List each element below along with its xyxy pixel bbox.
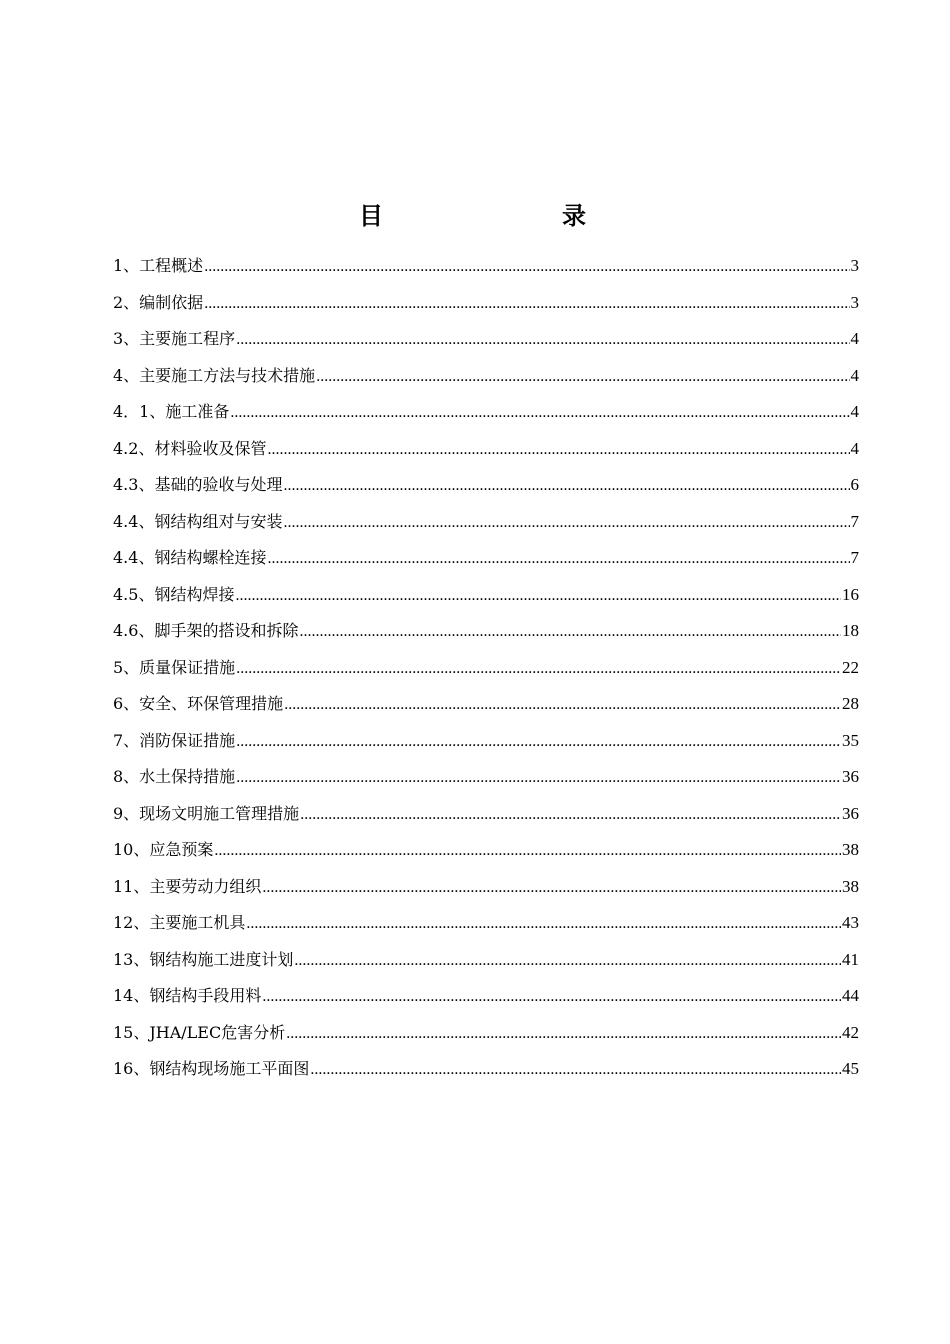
toc-entry[interactable] — [113, 655, 859, 692]
toc-leader-dots — [236, 331, 849, 349]
toc-entry[interactable] — [113, 1056, 859, 1093]
toc-entry-label: 12、主要施工机具 — [113, 913, 246, 932]
toc-entry-page: 22 — [842, 657, 859, 677]
toc-entry-page: 4 — [850, 402, 859, 421]
toc-leader-dots — [283, 477, 849, 495]
toc-entry-page: 6 — [850, 475, 859, 494]
toc-entry-page: 43 — [842, 913, 859, 932]
toc-entry-label: 1、工程概述 — [113, 256, 204, 275]
toc-entry[interactable] — [113, 582, 859, 619]
toc-leader-dots — [310, 1061, 841, 1079]
toc-entry[interactable] — [113, 290, 859, 327]
toc-entry-label: 4.4、钢结构组对与安装 — [113, 511, 283, 531]
toc-entry-page: 3 — [850, 292, 859, 312]
toc-entry-page: 36 — [842, 767, 859, 786]
toc-entry[interactable] — [113, 691, 859, 728]
toc-entry-page: 16 — [842, 584, 859, 604]
toc-leader-dots — [284, 696, 841, 714]
toc-entry[interactable] — [113, 326, 859, 363]
toc-entry[interactable] — [113, 545, 859, 582]
toc-entry-label: 4.4、钢结构螺栓连接 — [113, 548, 267, 567]
toc-title-char-2: 录 — [562, 201, 586, 230]
toc-entry[interactable] — [113, 618, 859, 655]
toc-entry[interactable] — [113, 399, 859, 436]
toc-leader-dots — [230, 404, 849, 422]
toc-entry-label: 5、质量保证措施 — [113, 657, 236, 677]
toc-leader-dots — [286, 1025, 841, 1043]
toc-entry-page: 44 — [842, 986, 859, 1005]
toc-entry-page: 7 — [850, 511, 859, 531]
toc-entry-label: 4、主要施工方法与技术措施 — [113, 365, 316, 385]
toc-entry-page: 35 — [842, 730, 859, 750]
toc-entry-page: 4 — [850, 365, 859, 385]
toc-entry[interactable] — [113, 764, 859, 801]
toc-entry-label: 10、应急预案 — [113, 840, 214, 859]
toc-leader-dots — [267, 550, 849, 568]
toc-title — [0, 200, 950, 232]
toc-entry-page: 42 — [842, 1022, 859, 1042]
toc-leader-dots — [235, 587, 841, 605]
toc-entry[interactable] — [113, 910, 859, 947]
toc-entry[interactable] — [113, 436, 859, 473]
toc-entry-label: 14、钢结构手段用料 — [113, 986, 262, 1005]
toc-entry-page: 3 — [850, 256, 859, 275]
toc-leader-dots — [246, 915, 841, 933]
toc-entry[interactable] — [113, 837, 859, 874]
toc-entry-label: 4.5、钢结构焊接 — [113, 584, 235, 604]
toc-leader-dots — [262, 988, 841, 1006]
toc-entry[interactable] — [113, 363, 859, 400]
toc-entry-label: 9、现场文明施工管理措施 — [113, 803, 300, 823]
toc-leader-dots — [262, 879, 841, 897]
toc-leader-dots — [294, 952, 841, 970]
toc-entry-label: 8、水土保持措施 — [113, 767, 236, 786]
toc-entry-label: 2、编制依据 — [113, 292, 204, 312]
toc-entry-label: 6、安全、环保管理措施 — [113, 694, 284, 713]
toc-entry-label: 15、JHA/LEC危害分析 — [113, 1022, 286, 1042]
toc-entry[interactable] — [113, 472, 859, 509]
toc-entry[interactable] — [113, 874, 859, 911]
toc-leader-dots — [300, 806, 841, 824]
toc-entry-page: 41 — [842, 949, 859, 969]
toc-leader-dots — [283, 514, 849, 532]
toc-entry-label: 4．1、施工准备 — [113, 402, 230, 421]
toc-entry-label: 16、钢结构现场施工平面图 — [113, 1059, 310, 1078]
toc-leader-dots — [236, 660, 841, 678]
toc-leader-dots — [316, 368, 849, 386]
toc-entry-label: 11、主要劳动力组织 — [113, 876, 262, 896]
toc-title-char-1: 目 — [359, 201, 383, 230]
toc-entry-page: 38 — [842, 840, 859, 859]
toc-entry-page: 4 — [850, 438, 859, 458]
toc-entry-label: 4.2、材料验收及保管 — [113, 438, 267, 458]
toc-entry-page: 4 — [850, 329, 859, 348]
toc-entry-page: 38 — [842, 876, 859, 896]
toc-entry[interactable] — [113, 947, 859, 984]
toc-entry[interactable] — [113, 728, 859, 765]
table-of-contents — [113, 253, 859, 1093]
toc-entry-page: 7 — [850, 548, 859, 567]
toc-leader-dots — [236, 733, 841, 751]
toc-leader-dots — [204, 295, 849, 313]
toc-leader-dots — [267, 441, 849, 459]
toc-entry-page: 28 — [842, 694, 859, 713]
toc-entry-label: 4.6、脚手架的搭设和拆除 — [113, 621, 299, 640]
toc-entry[interactable] — [113, 509, 859, 546]
toc-leader-dots — [299, 623, 841, 641]
toc-entry-page: 18 — [842, 621, 859, 640]
toc-entry-page: 45 — [842, 1059, 859, 1078]
toc-leader-dots — [236, 769, 841, 787]
toc-leader-dots — [214, 842, 841, 860]
toc-entry-label: 7、消防保证措施 — [113, 730, 236, 750]
toc-entry-label: 3、主要施工程序 — [113, 329, 236, 348]
toc-entry[interactable] — [113, 1020, 859, 1057]
toc-entry-label: 13、钢结构施工进度计划 — [113, 949, 294, 969]
toc-entry-label: 4.3、基础的验收与处理 — [113, 475, 283, 494]
toc-entry-page: 36 — [842, 803, 859, 823]
toc-entry[interactable] — [113, 801, 859, 838]
toc-entry[interactable] — [113, 253, 859, 290]
toc-entry[interactable] — [113, 983, 859, 1020]
toc-leader-dots — [204, 258, 849, 276]
